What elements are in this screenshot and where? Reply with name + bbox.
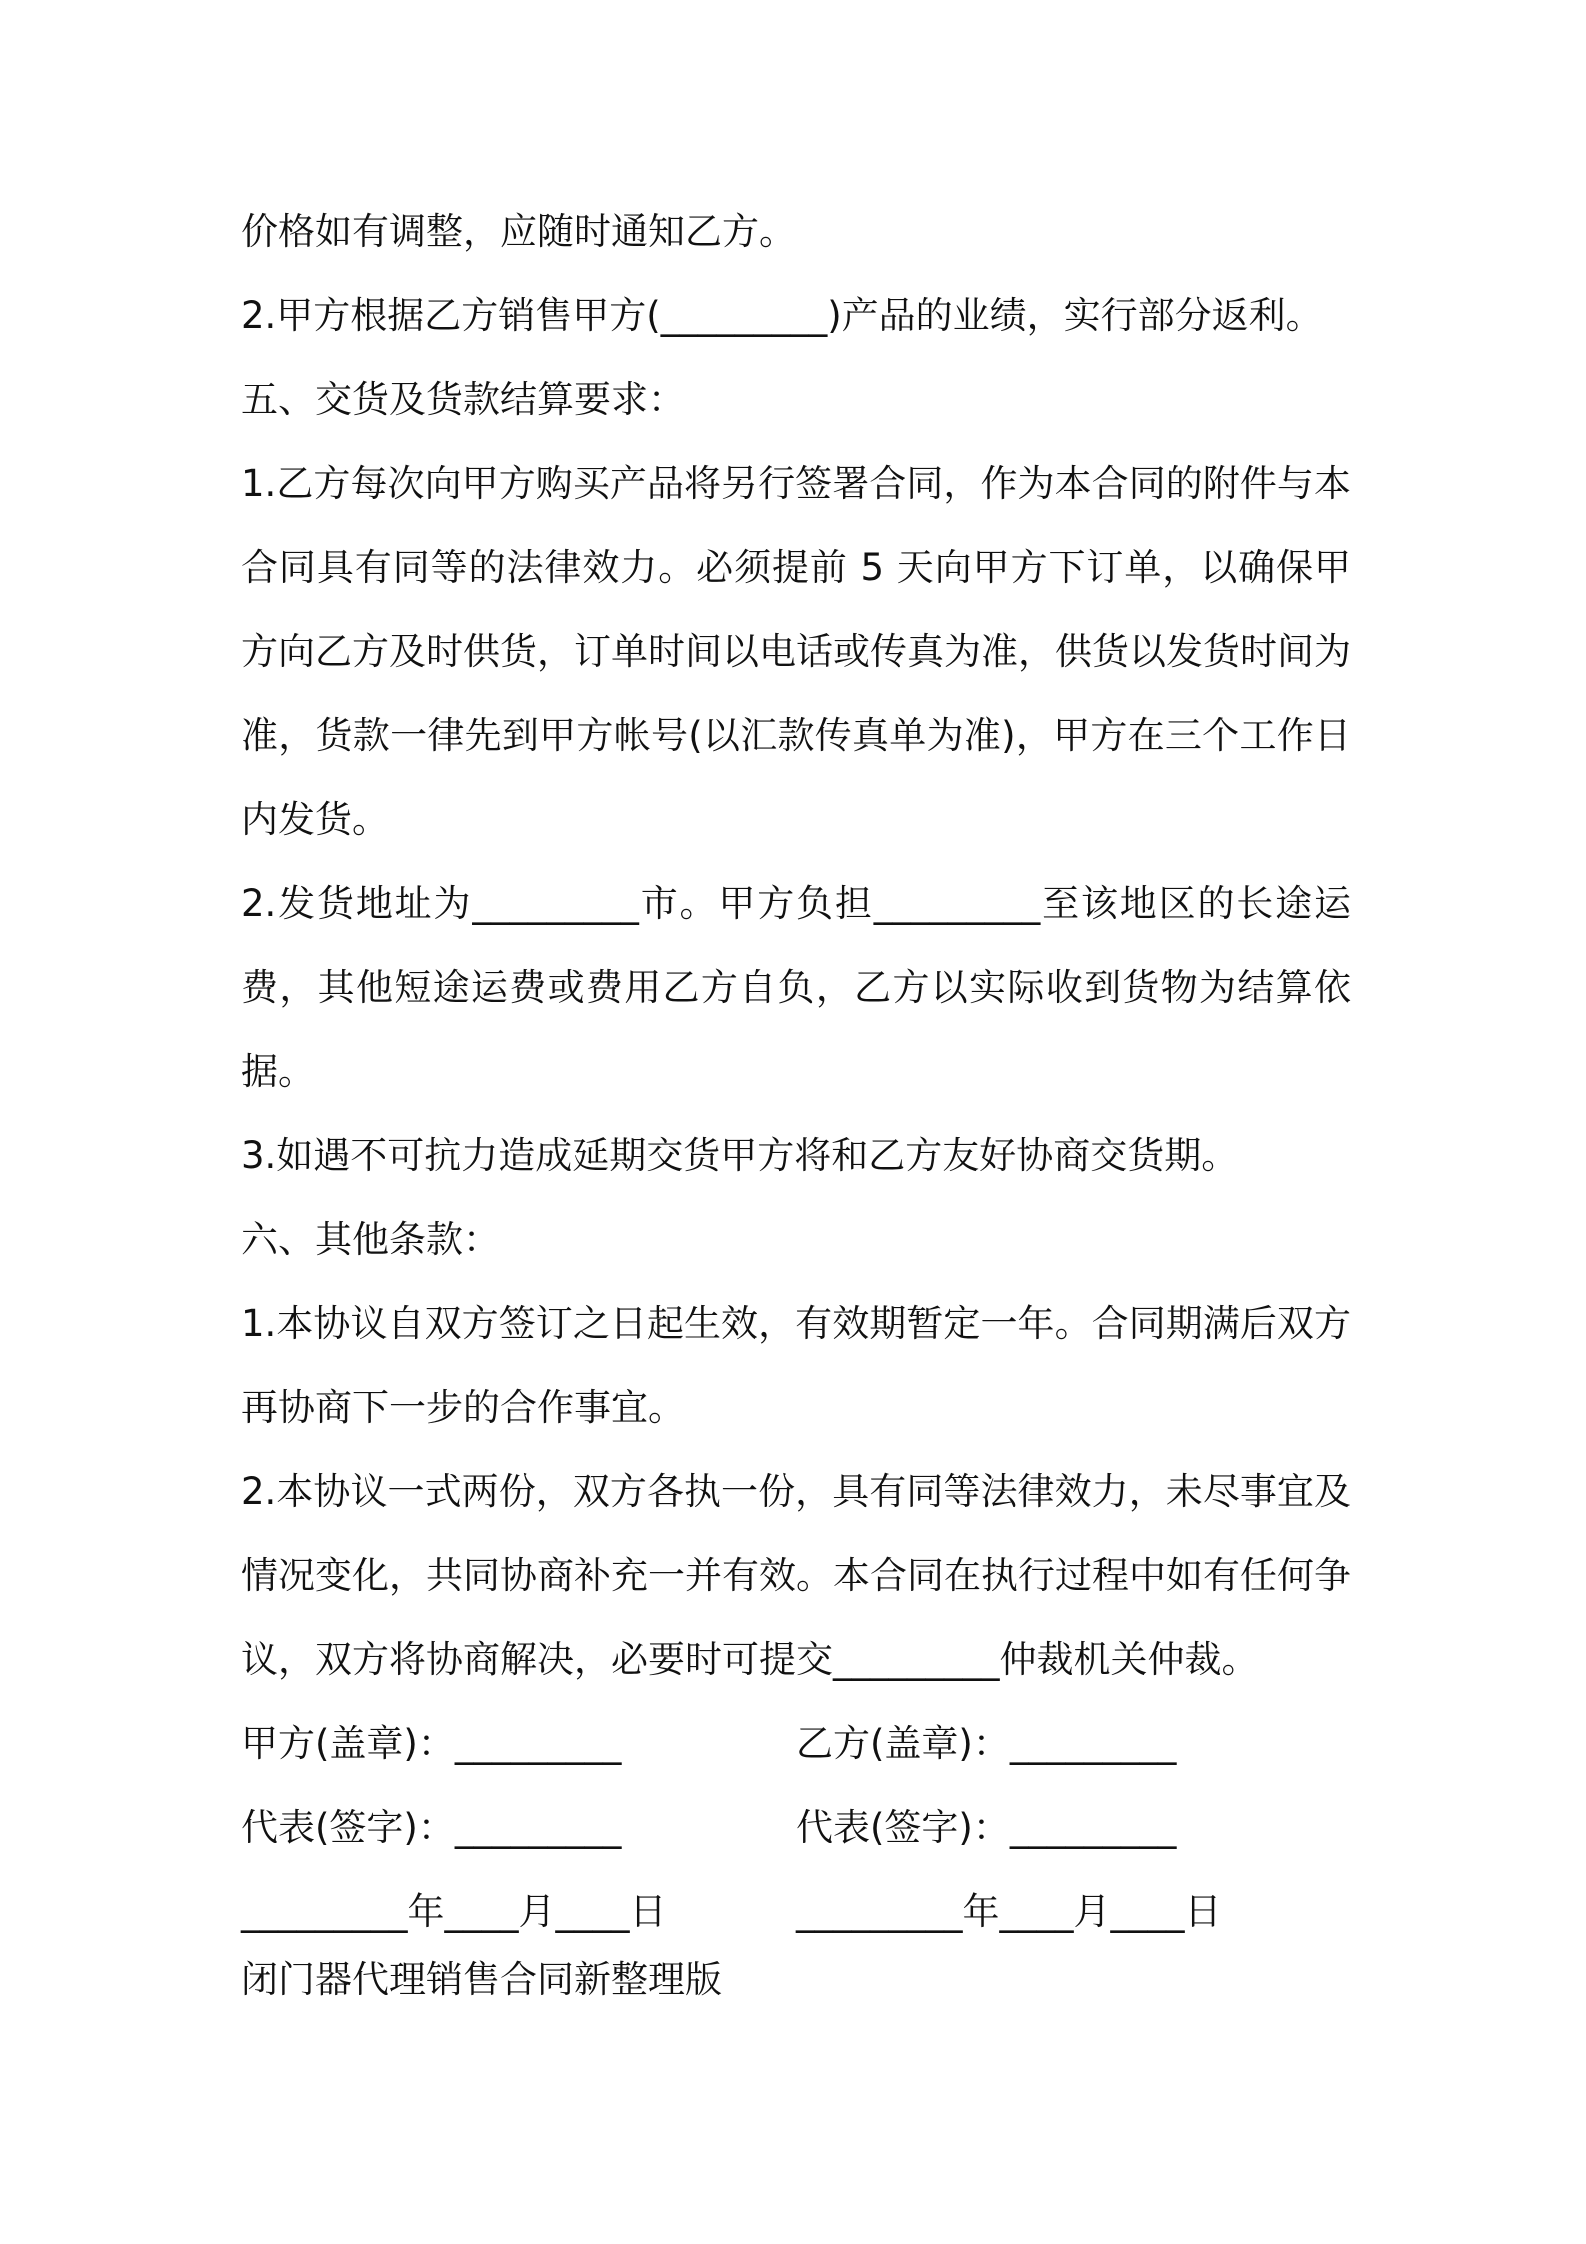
party-a-representative: 代表(签字)：_________ [241,1806,622,1849]
party-b-representative: 代表(签字)：_________ [796,1806,1177,1849]
party-b-seal: 乙方(盖章)：_________ [796,1722,1177,1765]
paragraph-other-1: 1.本协议自双方签订之日起生效，有效期暂定一年。合同期满后双方再协商下一步的合作事宜。 [241,1302,1351,1429]
party-a-seal: 甲方(盖章)：_________ [241,1722,622,1765]
paragraph-price-adjustment: 价格如有调整，应随时通知乙方。 [241,210,796,253]
contract-body [241,190,1351,1954]
paragraph-other-2: 2.本协议一式两份，双方各执一份，具有同等法律效力，未尽事宜及情况变化，共同协商补充一并有效。本合同在执行过程中如有任何争议，双方将协商解决，必要时可提交_________仲裁机关仲裁。 [241,1470,1351,1681]
party-a-date: _________年____月____日 [241,1890,667,1933]
signature-row-representative [241,1786,1351,1870]
signature-row-seal [241,1702,1351,1786]
paragraph-delivery-2: 2.发货地址为_________市。甲方负担_________至该地区的长途运费，其他短途运费或费用乙方自负，乙方以实际收到货物为结算依据。 [241,882,1351,1093]
paragraph-delivery-3: 3.如遇不可抗力造成延期交货甲方将和乙方友好协商交货期。 [241,1134,1239,1177]
party-b-date: _________年____月____日 [796,1890,1222,1933]
section-heading-other-terms: 六、其他条款： [241,1218,500,1261]
paragraph-delivery-1: 1.乙方每次向甲方购买产品将另行签署合同，作为本合同的附件与本合同具有同等的法律效力。必须提前 5 天向甲方下订单，以确保甲方向乙方及时供货，订单时间以电话或传真为准，供货以发货时间为准，货款一律先到甲方帐号(以汇款传真单为准)，甲方在三个工作日内发货。 [241,462,1351,841]
document-footer-title: 闭门器代理销售合同新整理版 [241,1958,722,2001]
paragraph-rebate: 2.甲方根据乙方销售甲方(_________)产品的业绩，实行部分返利。 [241,294,1323,337]
section-heading-delivery: 五、交货及货款结算要求： [241,378,685,421]
